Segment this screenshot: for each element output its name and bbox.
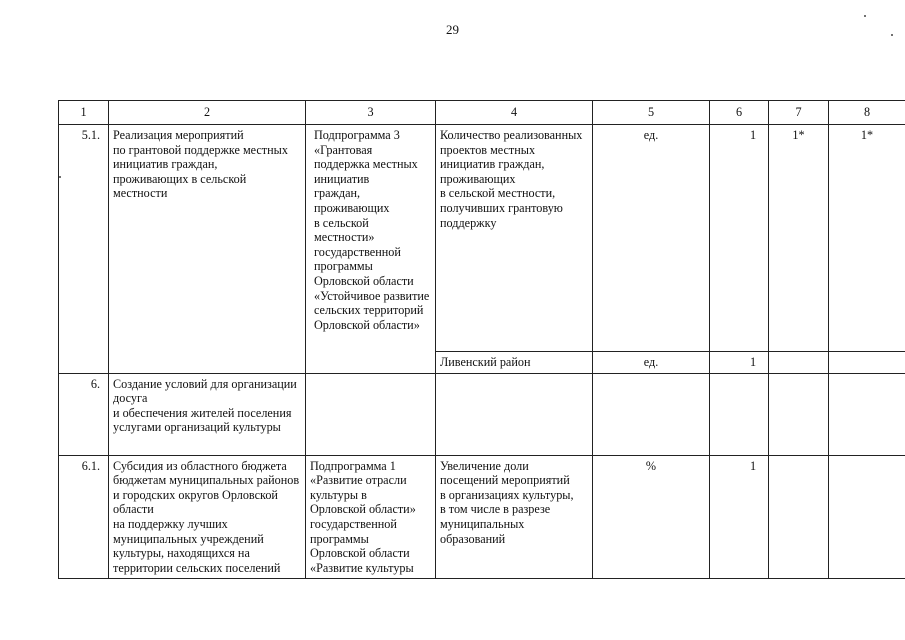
table-row: [59, 373, 905, 455]
header-cell: 6: [710, 101, 769, 125]
row-number: 6.: [59, 373, 109, 455]
header-cell: 8: [829, 101, 905, 125]
value-cell-7: [769, 352, 829, 374]
activity-cell: Реализация мероприятий по грантовой поддержке местных инициатив граждан, проживающих в сельской местности: [109, 125, 306, 374]
value-cell-6: 1: [710, 125, 769, 352]
value-cell-7: [769, 373, 829, 455]
table-row: [59, 455, 905, 579]
value-cell-8: [829, 352, 905, 374]
header-cell: 5: [593, 101, 710, 125]
indicator-cell: Количество реализованных проектов местных инициатив граждан, проживающих в сельской местности, получивших грантовую поддержку: [436, 125, 593, 352]
indicators-table: [58, 100, 905, 579]
activity-cell: Субсидия из областного бюджета бюджетам муниципальных районов и городских округов Орловской области на поддержку лучших муниципальных учреждений культуры, находящихся на территории сельских поселений: [109, 455, 306, 579]
indicator-cell: Ливенский район: [436, 352, 593, 374]
header-cell: 7: [769, 101, 829, 125]
value-cell-6: 1: [710, 352, 769, 374]
program-cell: Подпрограмма 1 «Развитие отрасли культуры в Орловской области» государственной программы Орловской области «Развитие культуры: [306, 455, 436, 579]
indicator-cell: [436, 373, 593, 455]
unit-cell: ед.: [593, 125, 710, 352]
unit-cell: ед.: [593, 352, 710, 374]
unit-cell: [593, 373, 710, 455]
program-cell: Подпрограмма 3 «Грантовая поддержка местных инициатив граждан, проживающих в сельской местности» государственной программы Орловской области «Устойчивое развитие сельских территорий Орловской области»: [306, 125, 436, 374]
row-number: 5.1.: [59, 125, 109, 374]
header-cell: 2: [109, 101, 306, 125]
row-number: 6.1.: [59, 455, 109, 579]
value-cell-7: 1*: [769, 125, 829, 352]
table-row: [59, 125, 905, 352]
indicator-cell: Увеличение доли посещений мероприятий в организациях культуры, в том числе в разрезе муниципальных образований: [436, 455, 593, 579]
scan-speck: [864, 15, 866, 17]
value-cell-8: 1*: [829, 125, 905, 352]
table-header-row: [59, 101, 905, 125]
header-cell: 1: [59, 101, 109, 125]
page-number: 29: [446, 22, 459, 37]
value-cell-7: [769, 455, 829, 579]
program-cell: [306, 373, 436, 455]
header-cell: 3: [306, 101, 436, 125]
value-cell-6: [710, 373, 769, 455]
activity-cell: Создание условий для организации досуга и обеспечения жителей поселения услугами организаций культуры: [109, 373, 306, 455]
value-cell-8: [829, 373, 905, 455]
unit-cell: %: [593, 455, 710, 579]
scan-speck: [891, 34, 893, 36]
header-cell: 4: [436, 101, 593, 125]
value-cell-8: [829, 455, 905, 579]
value-cell-6: 1: [710, 455, 769, 579]
